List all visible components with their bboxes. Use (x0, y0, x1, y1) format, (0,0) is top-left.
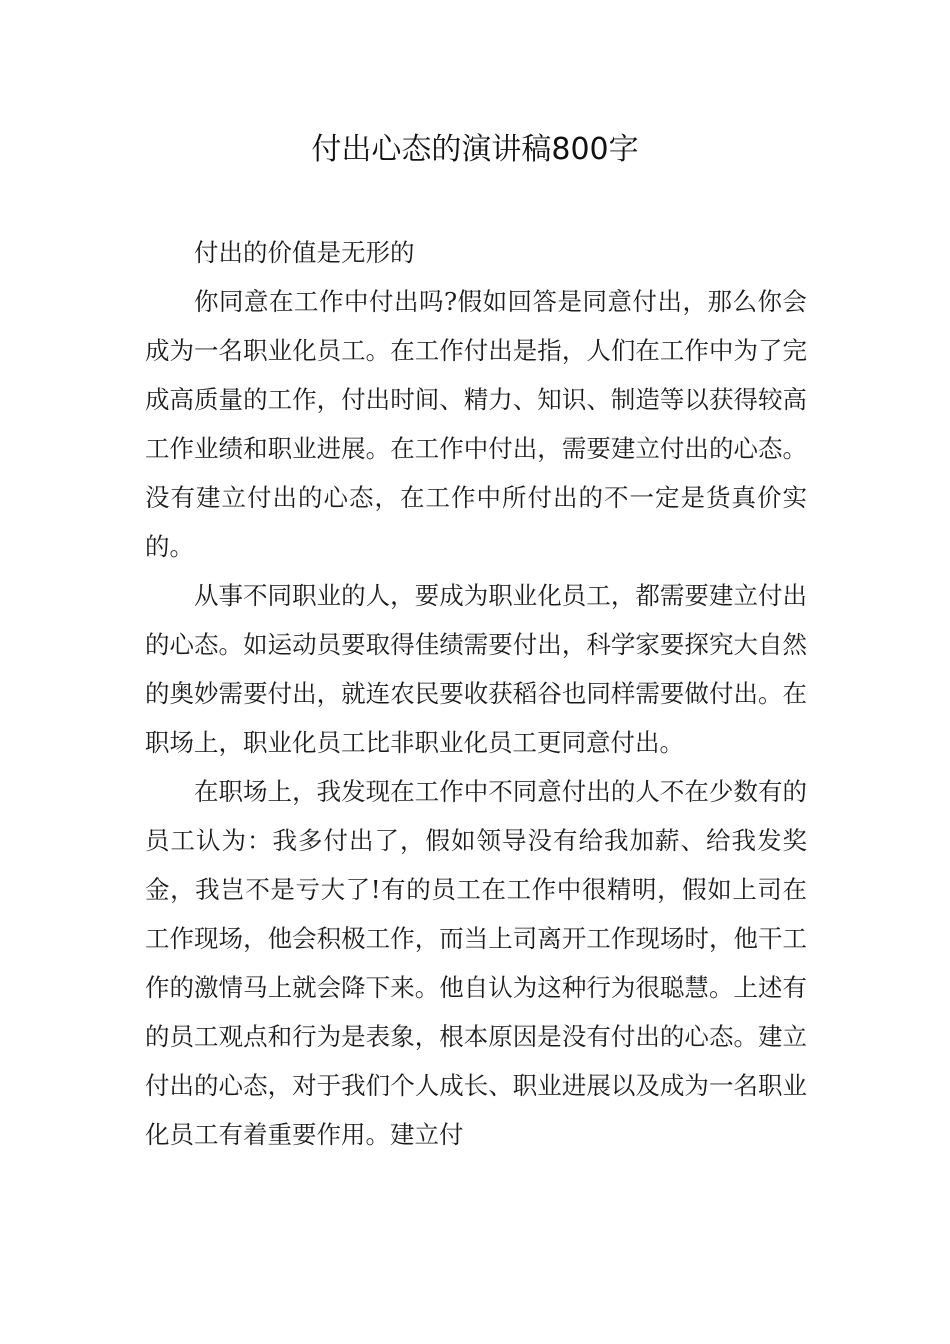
document-body (145, 228, 807, 1159)
paragraph: 你同意在工作中付出吗?假如回答是同意付出，那么你会成为一名职业化员工。在工作付出是指，人们在工作中为了完成高质量的工作，付出时间、精力、知识、制造等以获得较高工作业绩和职业进展。在工作中付出，需要建立付出的心态。没有建立付出的心态，在工作中所付出的不一定是货真价实的。 (145, 287, 807, 561)
paragraph: 在职场上，我发现在工作中不同意付出的人不在少数有的员工认为：我多付出了，假如领导没有给我加薪、给我发奖金，我岂不是亏大了!有的员工在工作中很精明，假如上司在工作现场，他会积极工作，而当上司离开工作现场时，他干工作的激情马上就会降下来。他自认为这种行为很聪慧。上述有的员工观点和行为是表象，根本原因是没有付出的心态。建立付出的心态，对于我们个人成长、职业进展以及成为一名职业化员工有着重要作用。建立付 (145, 777, 807, 1149)
document-title: 付出心态的演讲稿800字 (311, 132, 639, 167)
paragraph-subheading: 付出的价值是无形的 (194, 238, 415, 267)
paragraph: 从事不同职业的人，要成为职业化员工，都需要建立付出的心态。如运动员要取得佳绩需要付出，科学家要探究大自然的奥妙需要付出，就连农民要收获稻谷也同样需要做付出。在职场上，职业化员工比非职业化员工更同意付出。 (145, 581, 807, 757)
